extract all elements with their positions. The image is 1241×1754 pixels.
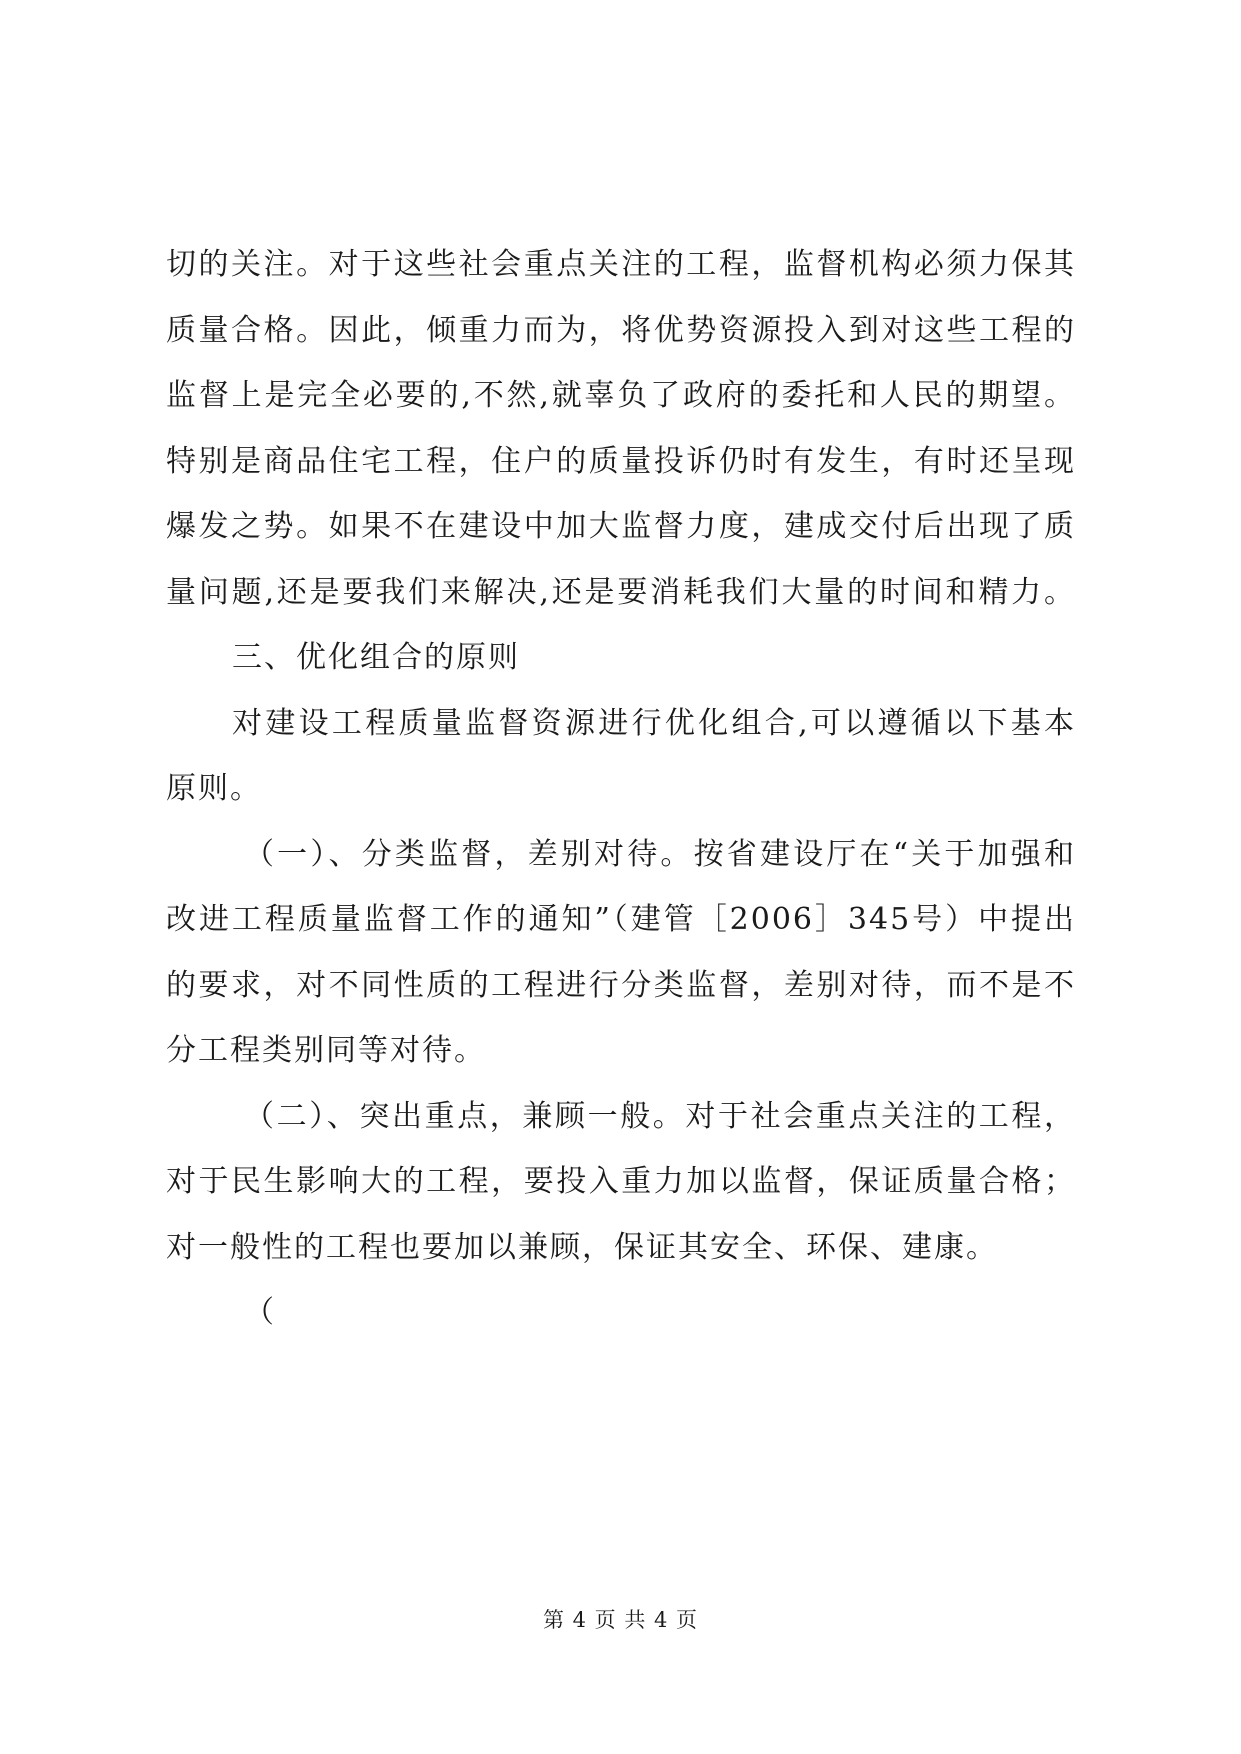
text-line: （: [244, 1295, 276, 1330]
text-line: 对一般性的工程也要加以兼顾，保证其安全、环保、建康。: [166, 1229, 998, 1265]
text-line: 对于民生影响大的工程，要投入重力加以监督，保证质量合格；: [166, 1164, 1076, 1199]
text-line: 原则。: [166, 771, 262, 806]
text-line: 监督上是完全必要的,不然,就辜负了政府的委托和人民的期望。: [166, 378, 1076, 413]
document-body: [166, 232, 1076, 1346]
text-line: 改进工程质量监督工作的通知”（建管［2006］345号）中提出: [166, 902, 1076, 937]
section-heading: 三、优化组合的原则: [232, 640, 520, 675]
text-line: 爆发之势。如果不在建设中加大监督力度，建成交付后出现了质: [166, 509, 1076, 544]
text-line: 质量合格。因此，倾重力而为，将优势资源投入到对这些工程的: [166, 312, 1076, 348]
text-line: 对建设工程质量监督资源进行优化组合,可以遵循以下基本: [232, 705, 1076, 741]
text-line: 特别是商品住宅工程，住户的质量投诉仍时有发生，有时还呈现: [166, 443, 1076, 479]
text-line: 切的关注。对于这些社会重点关注的工程，监督机构必须力保其: [166, 247, 1076, 282]
text-line: 的要求，对不同性质的工程进行分类监督，差别对待，而不是不: [166, 967, 1076, 1003]
text-line: 分工程类别同等对待。: [166, 1033, 486, 1068]
page-number-footer: 第 4 页 共 4 页: [542, 1608, 699, 1632]
text-line: （一）、分类监督，差别对待。按省建设厅在“关于加强和: [244, 836, 1076, 872]
text-line: 量问题,还是要我们来解决,还是要消耗我们大量的时间和精力。: [166, 574, 1076, 610]
text-line: （二）、突出重点，兼顾一般。对于社会重点关注的工程，: [244, 1098, 1076, 1134]
